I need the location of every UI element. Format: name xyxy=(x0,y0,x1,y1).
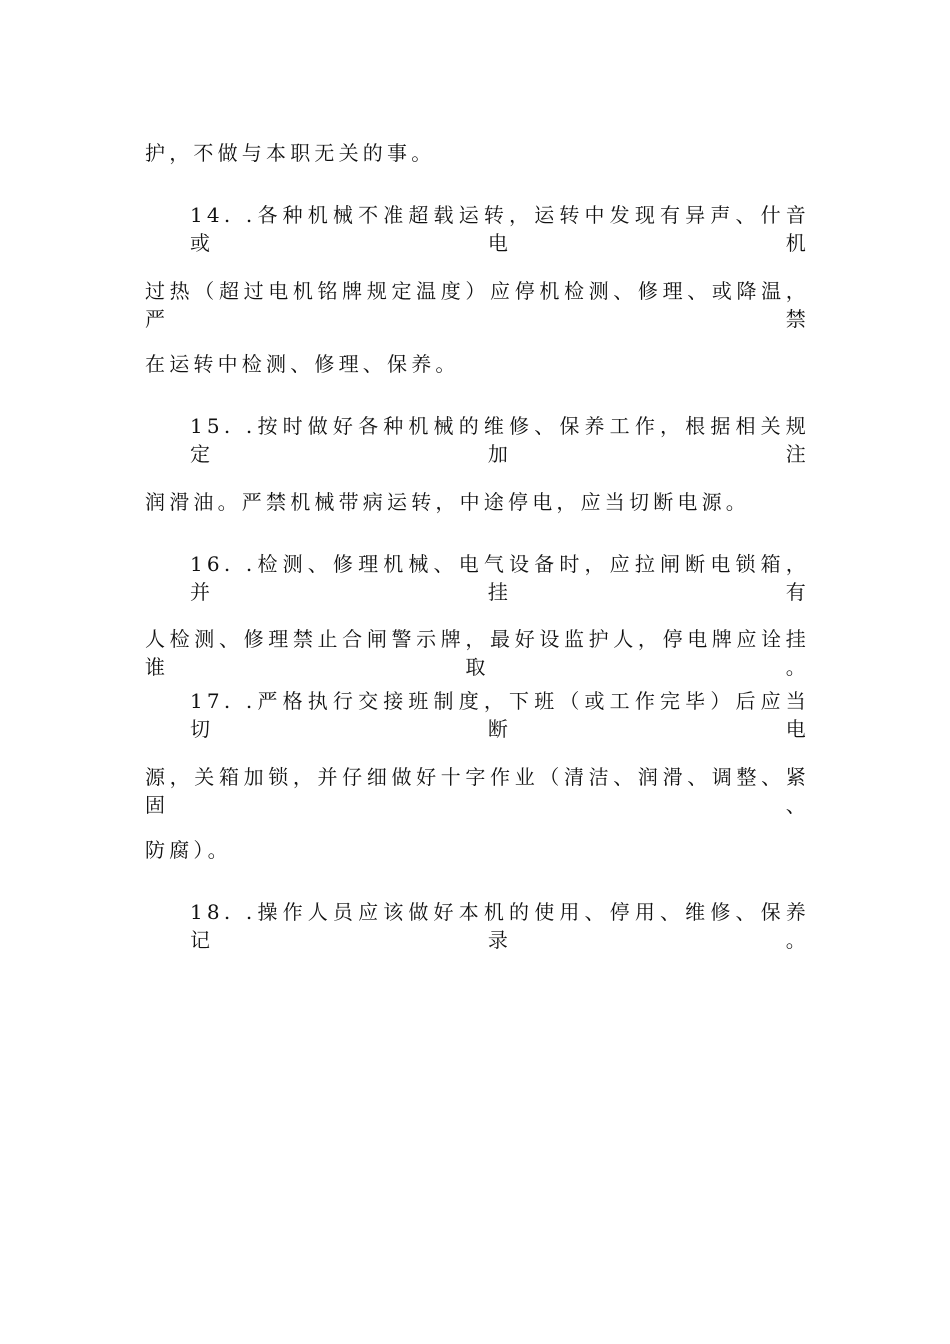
item-14-line-1: 14. .各种机械不准超载运转，运转中发现有异声、什音或电机 xyxy=(190,203,810,255)
item-16-line-1: 16. .检测、修理机械、电气设备时，应拉闸断电锁箱，并挂有 xyxy=(190,552,810,604)
item-15-line-1: 15. .按时做好各种机械的维修、保养工作，根据相关规定加注 xyxy=(190,414,810,466)
item-17-line-1: 17. .严格执行交接班制度，下班（或工作完毕）后应当切断电 xyxy=(190,689,810,741)
item-14-line-2: 过热（超过电机铭牌规定温度）应停机检测、修理、或降温，严禁 xyxy=(145,279,810,331)
item-16-line-2: 人检测、修理禁止合闸警示牌，最好设监护人，停电牌应诠挂谁取。 xyxy=(145,627,810,679)
item-17-line-2: 源，关箱加锁，并仔细做好十字作业（清洁、润滑、调整、紧固、 xyxy=(145,765,810,817)
item-17-line-3: 防腐）。 xyxy=(145,838,232,862)
item-15-line-2: 润滑油。严禁机械带病运转，中途停电，应当切断电源。 xyxy=(145,490,750,514)
paragraph-13-continuation: 护，不做与本职无关的事。 xyxy=(145,141,436,165)
item-18-line-1: 18. .操作人员应该做好本机的使用、停用、维修、保养记录。 xyxy=(190,900,810,952)
item-14-line-3: 在运转中检测、修理、保养。 xyxy=(145,352,460,376)
